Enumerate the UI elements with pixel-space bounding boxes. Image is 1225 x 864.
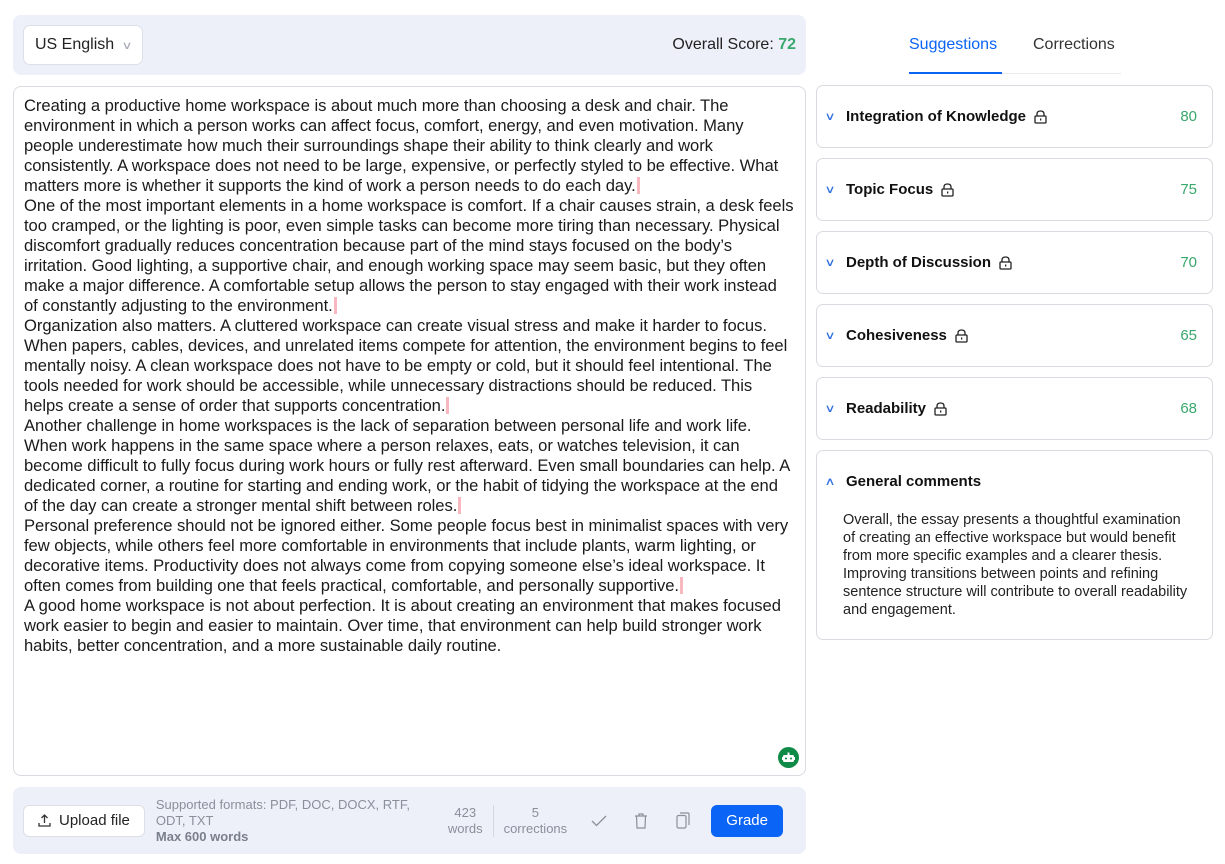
criterion-card-integration-of-knowledge	[816, 85, 1213, 148]
overall-score-value: 72	[778, 36, 796, 53]
delete-button[interactable]	[629, 809, 653, 833]
essay-paragraph: One of the most important elements in a home workspace is comfort. If a chair causes strain, a desk feels too cramped, or the lighting is poor, even simple tasks can become more tiring than necessary. Physical discomfort gradually reduces concentration because part of the mind stays focused on the body’s irritation. Good lighting, a supportive chair, and enough working space may seem basic, but they often make a major difference. A comfortable setup allows the person to stay engaged with their work instead of constantly adjusting to the environment.	[24, 196, 794, 315]
criterion-header[interactable]	[817, 378, 1212, 439]
chevron-down-icon: ∨	[824, 111, 836, 123]
chevron-down-icon: ∨	[824, 330, 836, 342]
paragraph-break-marker	[458, 497, 461, 514]
criterion-title: Readability	[846, 400, 927, 417]
tab-suggestions[interactable]: Suggestions	[909, 30, 1002, 74]
overall-score-label: Overall Score:	[672, 36, 779, 53]
criterion-header[interactable]	[817, 86, 1212, 147]
general-comments-card	[816, 450, 1213, 640]
criterion-score: 75	[1180, 181, 1197, 198]
criterion-title: Integration of Knowledge	[846, 108, 1026, 125]
paragraph-break-marker	[446, 397, 449, 414]
paragraph-break-marker	[680, 577, 683, 594]
criterion-title: Depth of Discussion	[846, 254, 992, 271]
essay-paragraph: Organization also matters. A cluttered workspace can create visual stress and make it harder to focus. When papers, cables, devices, and unrelated items compete for attention, the environment begins to feel mentally noisy. A clean workspace does not have to be empty or cold, but it should feel intentional. The tools needed for work should be accessible, while unnecessary distractions should be reduced. This helps create a sense of order that supports concentration.	[24, 316, 788, 415]
paragraph-break-marker	[334, 297, 337, 314]
correction-count-label: corrections	[503, 820, 568, 836]
essay-paragraph: Creating a productive home workspace is about much more than choosing a desk and chair. The environment in which a person works can affect focus, comfort, energy, and even motivation. Many people underestimate how much their surroundings shape their ability to think clearly and work consistently. A workspace does not need to be large, expensive, or perfectly styled to be effective. What matters more is whether it supports the kind of work a person needs to do each day.	[24, 96, 779, 195]
correction-count	[494, 805, 568, 837]
criterion-title: Cohesiveness	[846, 327, 947, 344]
criterion-card-depth-of-discussion	[816, 231, 1213, 294]
chevron-down-icon: ∨	[824, 184, 836, 196]
copy-button[interactable]	[671, 809, 695, 833]
criterion-header[interactable]	[817, 305, 1212, 366]
essay-editor[interactable]	[13, 86, 806, 776]
criterion-score: 65	[1180, 327, 1197, 344]
lock-icon	[941, 183, 954, 197]
word-count	[448, 805, 494, 837]
chevron-down-icon: ∨	[824, 257, 836, 269]
chevron-down-icon: ∨	[121, 39, 133, 52]
essay-paragraph: A good home workspace is not about perfection. It is about creating an environment that makes focused work easier to begin and easier to maintain. Over time, that environment can help build stronger work habits, better concentration, and a more sustainable daily routine.	[24, 596, 781, 655]
editor-footer	[13, 787, 806, 854]
tab-corrections[interactable]: Corrections	[1033, 36, 1115, 53]
grade-button[interactable]: Grade	[711, 805, 783, 837]
checkmark-icon	[591, 815, 607, 827]
results-tabs	[909, 30, 1121, 74]
robot-icon	[782, 752, 795, 763]
assistant-button[interactable]	[778, 747, 799, 768]
trash-icon	[634, 813, 648, 829]
criterion-card-topic-focus	[816, 158, 1213, 221]
word-count-label: words	[447, 820, 483, 836]
general-comments-header[interactable]	[817, 451, 1212, 511]
overall-score	[672, 36, 796, 54]
lock-icon	[1034, 110, 1047, 124]
general-comments-title: General comments	[846, 472, 982, 490]
essay-paragraph: Another challenge in home workspaces is the lack of separation between personal life and work life. When work happens in the same space where a person relaxes, eats, or watches television, it can become difficult to fully focus during work hours or fully rest afterward. Even small boundaries can help. A dedicated corner, a routine for starting and ending work, or the habit of tidying the workspace at the end of the day can create a stronger mental shift between roles.	[24, 416, 790, 515]
supported-formats	[156, 797, 436, 845]
chevron-up-icon: ∧	[824, 475, 836, 488]
lock-icon	[999, 256, 1012, 270]
language-select[interactable]	[23, 25, 143, 65]
correction-count-value: 5	[531, 804, 539, 820]
criterion-score: 68	[1180, 400, 1197, 417]
criterion-header[interactable]	[817, 159, 1212, 220]
upload-file-label: Upload file	[59, 812, 130, 829]
accept-all-button[interactable]	[587, 809, 611, 833]
upload-icon	[38, 814, 51, 827]
copy-icon	[676, 812, 690, 829]
criterion-card-readability	[816, 377, 1213, 440]
supported-formats-text: Supported formats: PDF, DOC, DOCX, RTF, ODT, TXT	[155, 796, 410, 828]
criterion-score: 80	[1180, 108, 1197, 125]
lock-icon	[934, 402, 947, 416]
criterion-score: 70	[1180, 254, 1197, 271]
criterion-title: Topic Focus	[846, 181, 934, 198]
criterion-card-cohesiveness	[816, 304, 1213, 367]
word-count-value: 423	[454, 804, 477, 820]
chevron-down-icon: ∨	[824, 403, 836, 415]
criterion-header[interactable]	[817, 232, 1212, 293]
essay-paragraph: Personal preference should not be ignored either. Some people focus best in minimalist spaces with very few objects, while others feel more comfortable in environments that include plants, warm lighting, or decorative items. Productivity does not always come from copying someone else’s ideal workspace. It often comes from building one that feels practical, comfortable, and personally supportive.	[24, 516, 789, 595]
language-select-value: US English	[35, 36, 115, 53]
paragraph-break-marker	[637, 177, 640, 194]
editor-topbar	[13, 15, 806, 75]
general-comments-text: Overall, the essay presents a thoughtful examination of creating an effective workspace but would benefit from more specific examples and a clearer thesis. Improving transitions between points and refining sentence structure will contribute to overall readability and engagement.	[843, 512, 1188, 618]
essay-text[interactable]	[24, 96, 795, 656]
lock-icon	[955, 329, 968, 343]
upload-file-button[interactable]	[23, 805, 145, 837]
max-words-text: Max 600 words	[155, 828, 249, 844]
